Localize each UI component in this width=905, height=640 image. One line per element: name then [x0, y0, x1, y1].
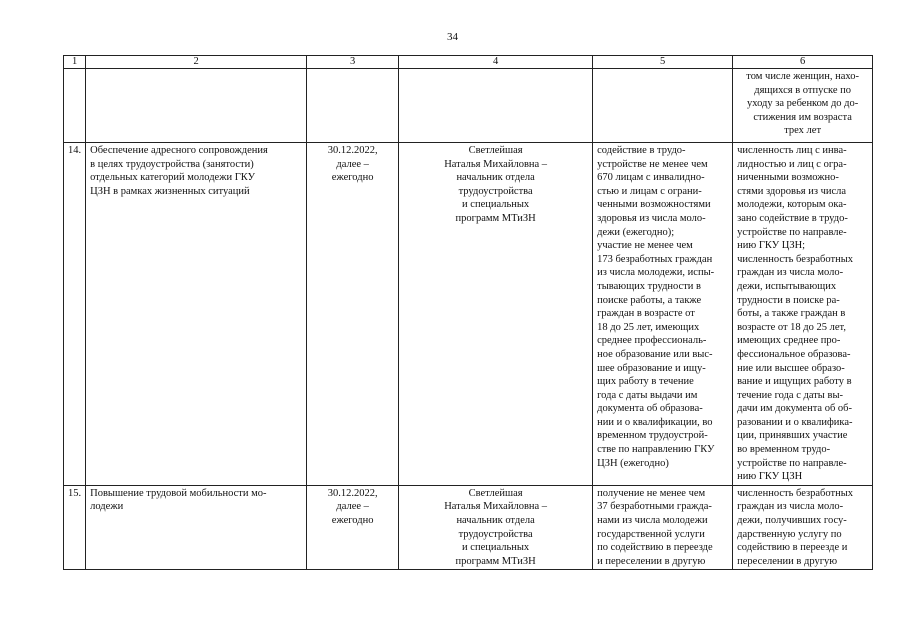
text-line: года с даты выдачи им — [597, 389, 698, 401]
page-number: 34 — [447, 31, 458, 43]
text-line: 670 лицам с инвалидно- — [597, 172, 705, 184]
text-line: дачи им документа об об- — [737, 403, 853, 415]
text-line: ниченными возможно- — [737, 172, 839, 184]
text-line: тывающих трудности в — [597, 280, 702, 292]
text-line: молодежи, которым ока- — [737, 199, 847, 211]
text-line: переселении в другую — [737, 555, 838, 567]
text-line: государственной услуги — [597, 528, 705, 540]
text-line: ции, принявших участие — [737, 430, 848, 442]
text-line: начальник отдела — [456, 172, 535, 184]
text-line: 173 безработных граждан — [597, 253, 713, 265]
text-line: стве по направлению ГКУ — [597, 444, 715, 456]
text-line: Светлейшая — [468, 145, 523, 156]
text-line: разовании и о квалифика- — [737, 416, 853, 428]
text-line: 30.12.2022, — [327, 487, 378, 499]
text-line: Светлейшая — [468, 487, 523, 499]
text-line: лидностью и лиц с огра- — [737, 158, 847, 170]
row-title — [86, 143, 307, 486]
text-line: возрасте от 18 до 25 лет, — [737, 321, 846, 333]
text-line: документа об образова- — [597, 403, 703, 415]
text-line: нию ГКУ ЦЗН; — [737, 240, 806, 252]
continuation-row — [64, 69, 873, 143]
row-indicator — [593, 143, 733, 486]
text-line: нами из числа молодежи — [597, 515, 708, 527]
text-line: далее – — [336, 501, 369, 513]
text-line: по содействию в переезде — [597, 542, 713, 554]
text-line: программ МТиЗН — [455, 555, 536, 567]
table-row — [64, 143, 873, 486]
text-line: и специальных — [462, 199, 530, 211]
text-line: содействию в переезде и — [737, 542, 848, 554]
row-indicator — [593, 485, 733, 570]
text-line: и переселении в другую — [597, 555, 706, 567]
text-line: дежи (ежегодно); — [597, 226, 675, 238]
text-line: во временном трудо- — [737, 444, 831, 456]
text-line: граждан в возрасте от — [597, 308, 695, 320]
text-line: граждан из числа моло- — [737, 267, 844, 279]
row-number: 15. — [64, 485, 86, 570]
row-date — [307, 485, 399, 570]
text-line: дежи, получивших госу- — [737, 515, 847, 527]
text-line: устройстве по направле- — [737, 457, 847, 469]
header-cell: 4 — [399, 56, 593, 69]
text-line: 30.12.2022, — [327, 145, 378, 156]
text-line: фессиональное образова- — [737, 348, 851, 360]
row-result — [733, 485, 873, 570]
text-line: отдельных категорий молодежи ГКУ — [90, 172, 255, 184]
text-line: в целях трудоустройства (занятости) — [90, 158, 254, 170]
text-line: вание и ищущих работу в — [737, 376, 852, 388]
text-line: ежегодно — [331, 172, 374, 184]
text-line: щих работу в течение — [597, 376, 694, 388]
header-cell: 1 — [64, 56, 86, 69]
text-line: численность безработных — [737, 487, 854, 499]
text-line: течение года с даты вы- — [737, 389, 843, 401]
text-line: ежегодно — [331, 515, 374, 527]
text-line: численность лиц с инва- — [737, 145, 847, 156]
text-line: ЦЗН (ежегодно) — [597, 457, 669, 469]
text-line: дежи, испытывающих — [737, 280, 837, 292]
text-line: нию ГКУ ЦЗН — [737, 471, 803, 483]
row-responsible — [399, 143, 593, 486]
text-line: участие не менее чем — [597, 240, 693, 252]
header-cell: 3 — [307, 56, 399, 69]
cont-col6 — [733, 69, 873, 143]
text-line: трудности в поиске ра- — [737, 294, 840, 306]
text-line: устройстве по направле- — [737, 226, 847, 238]
text-line: дящихся в отпуске по — [754, 84, 851, 96]
text-line: трудоустройства — [458, 528, 533, 540]
text-line: трудоустройства — [458, 185, 533, 197]
header-cell: 6 — [733, 56, 873, 69]
header-row — [64, 56, 873, 69]
text-line: стями здоровья из числа — [737, 185, 847, 197]
text-line: стью и лицам с ограни- — [597, 185, 702, 197]
text-line: том числе женщин, нахо- — [746, 71, 859, 82]
text-line: дарственную услугу по — [737, 528, 842, 540]
text-line: начальник отдела — [456, 515, 535, 527]
text-line: имеющих среднее про- — [737, 335, 841, 347]
text-line: шее образование и ищу- — [597, 362, 706, 374]
header-cell: 2 — [86, 56, 307, 69]
text-line: из числа молодежи, испы- — [597, 267, 715, 279]
text-line: программ МТиЗН — [455, 212, 536, 224]
text-line: стижения им возраста — [753, 111, 852, 123]
text-line: содействие в трудо- — [597, 145, 686, 156]
text-line: временном трудоустрой- — [597, 430, 708, 442]
text-line: среднее профессиональ- — [597, 335, 707, 347]
plan-table — [63, 55, 873, 570]
text-line: ченными возможностями — [597, 199, 711, 211]
text-line: 37 безработными гражда- — [597, 501, 712, 513]
text-line: здоровья из числа моло- — [597, 212, 706, 224]
text-line: Наталья Михайловна – — [444, 158, 548, 170]
text-line: устройстве не менее чем — [597, 158, 708, 170]
text-line: Повышение трудовой мобильности мо- — [90, 487, 267, 499]
text-line: ние или высшее образо- — [737, 362, 845, 374]
text-line: зано содействие в трудо- — [737, 212, 848, 224]
text-line: поиске работы, а также — [597, 294, 702, 306]
text-line: боты, а также граждан в — [737, 308, 846, 320]
text-line: численность безработных — [737, 253, 854, 265]
row-date — [307, 143, 399, 486]
row-result — [733, 143, 873, 486]
text-line: 18 до 25 лет, имеющих — [597, 321, 700, 333]
text-line: и специальных — [462, 542, 530, 554]
text-line: уходу за ребенком до до- — [746, 98, 859, 110]
row-number: 14. — [64, 143, 86, 486]
header-cell: 5 — [593, 56, 733, 69]
text-line: далее – — [336, 158, 369, 170]
text-line: трех лет — [784, 125, 822, 137]
table-row — [64, 485, 873, 570]
row-title — [86, 485, 307, 570]
text-line: ное образование или выс- — [597, 348, 713, 360]
row-responsible — [399, 485, 593, 570]
text-line: получение не менее чем — [597, 487, 706, 499]
text-line: граждан из числа моло- — [737, 501, 844, 513]
text-line: ЦЗН в рамках жизненных ситуаций — [90, 185, 250, 197]
text-line: Наталья Михайловна – — [444, 501, 548, 513]
text-line: лодежи — [90, 501, 124, 513]
text-line: нии и о квалификации, во — [597, 416, 713, 428]
text-line: Обеспечение адресного сопровождения — [90, 145, 268, 156]
